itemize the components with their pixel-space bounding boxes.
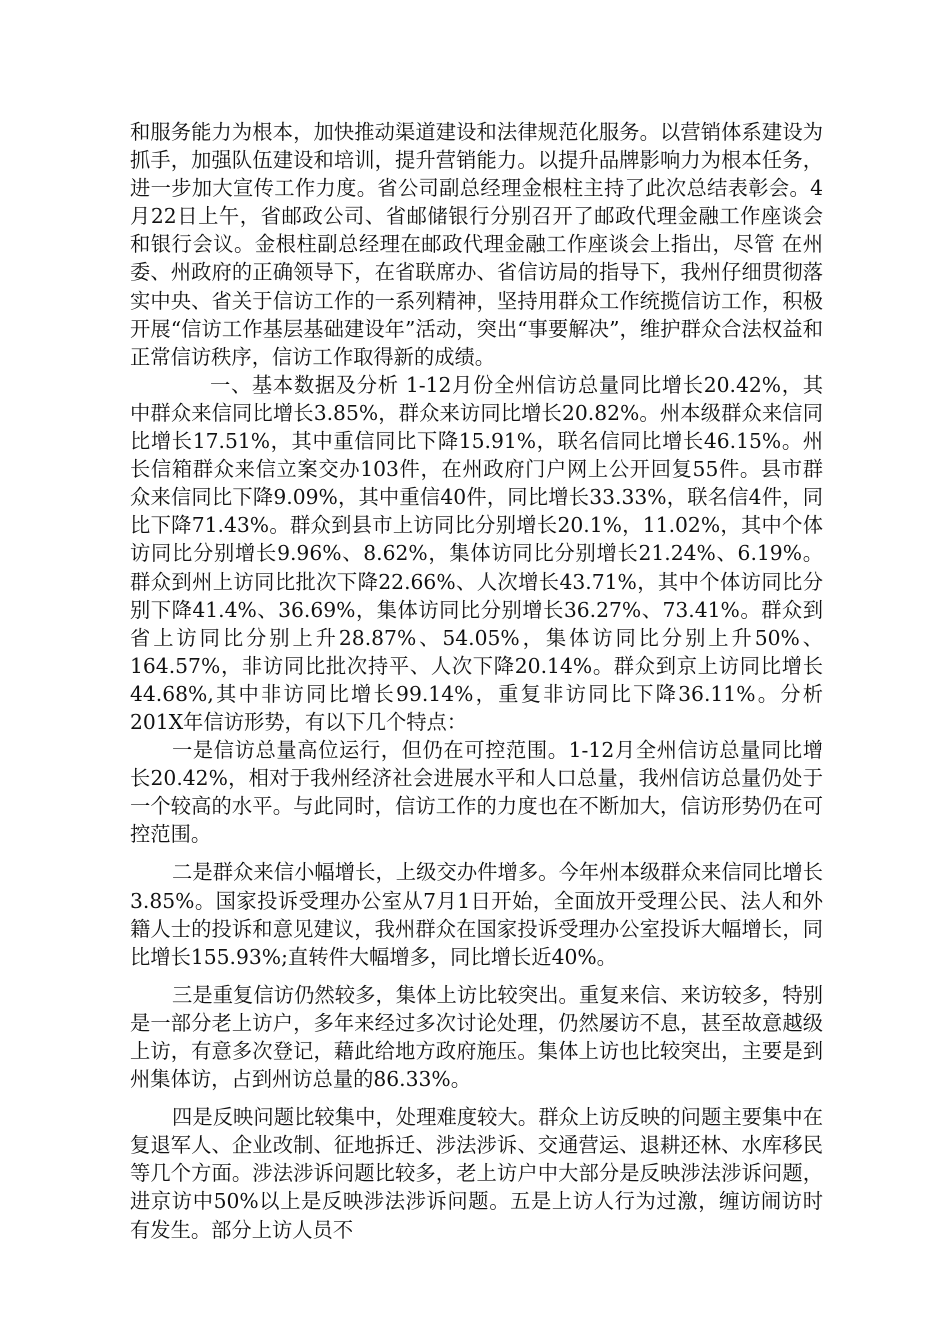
document-body bbox=[130, 118, 823, 1244]
paragraph-point-two: 二是群众来信小幅增长，上级交办件增多。今年州本级群众来信同比增长3.85%。国家投诉受理办公室从7月1日开始，全面放开受理公民、法人和外籍人士的投诉和意见建议，我州群众在国家投诉受理办公室投诉大幅增长，同比增长155.93%;直转件大幅增多，同比增长近40%。 bbox=[130, 860, 823, 969]
paragraph-point-three: 三是重复信访仍然较多，集体上访比较突出。重复来信、来访较多，特别是一部分老上访户，多年来经过多次讨论处理，仍然屡访不息，甚至故意越级上访，有意多次登记，藉此给地方政府施压。集体上访也比较突出，主要是到州集体访，占到州访总量的86.33%。 bbox=[130, 982, 823, 1092]
paragraph-basic-data: 一、基本数据及分析 1-12月份全州信访总量同比增长20.42%，其中群众来信同比增长3.85%，群众来访同比增长20.82%。州本级群众来信同比增长17.51%，其中重信同比下降15.91%，联名信同比增长46.15%。州长信箱群众来信立案交办103件，在州政府门户网上公开回复55件。县市群众来信同比下降9.09%，其中重信40件，同比增长33.33%，联名信4件，同比下降71.43%。群众到县市上访同比分别增长20.1%，11.02%，其中个体访同比分别增长9.96%、8.62%，集体访同比分别增长21.24%、6.19%。群众到州上访同比批次下降22.66%、人次增长43.71%，其中个体访同比分别下降41.4%、36.69%，集体访同比分别增长36.27%、73.41%。群众到省上访同比分别上升28.87%、54.05%，集体访同比分别上升50%、164.57%，非访同比批次持平、人次下降20.14%。群众到京上访同比增长44.68%,其中非访同比增长99.14%，重复非访同比下降36.11%。分析201X年信访形势，有以下几个特点： bbox=[130, 372, 823, 734]
paragraph-point-four: 四是反映问题比较集中，处理难度较大。群众上访反映的问题主要集中在复退军人、企业改制、征地拆迁、涉法涉诉、交通营运、退耕还林、水库移民等几个方面。涉法涉诉问题比较多，老上访户中大部分是反映涉法涉诉问题，进京访中50%以上是反映涉法涉诉问题。五是上访人行为过激，缠访闹访时有发生。部分上访人员不 bbox=[130, 1105, 823, 1242]
paragraph-intro: 和服务能力为根本，加快推动渠道建设和法律规范化服务。以营销体系建设为抓手，加强队伍建设和培训，提升营销能力。以提升品牌影响力为根本任务，进一步加大宣传工作力度。省公司副总经理金根柱主持了此次总结表彰会。4月22日上午，省邮政公司、省邮储银行分别召开了邮政代理金融工作座谈会和银行会议。金根柱副总经理在邮政代理金融工作座谈会上指出，尽管 在州委、州政府的正确领导下，在省联席办、省信访局的指导下，我州仔细贯彻落实中央、省关于信访工作的一系列精神，坚持用群众工作统揽信访工作，积极开展“信访工作基层基础建设年”活动，突出“事要解决”，维护群众合法权益和正常信访秩序，信访工作取得新的成绩。 bbox=[130, 120, 823, 369]
paragraph-point-one: 一是信访总量高位运行，但仍在可控范围。1-12月全州信访总量同比增长20.42%，相对于我州经济社会进展水平和人口总量，我州信访总量仍处于一个较高的水平。与此同时，信访工作的力度也在不断加大，信访形势仍在可控范围。 bbox=[130, 738, 823, 847]
